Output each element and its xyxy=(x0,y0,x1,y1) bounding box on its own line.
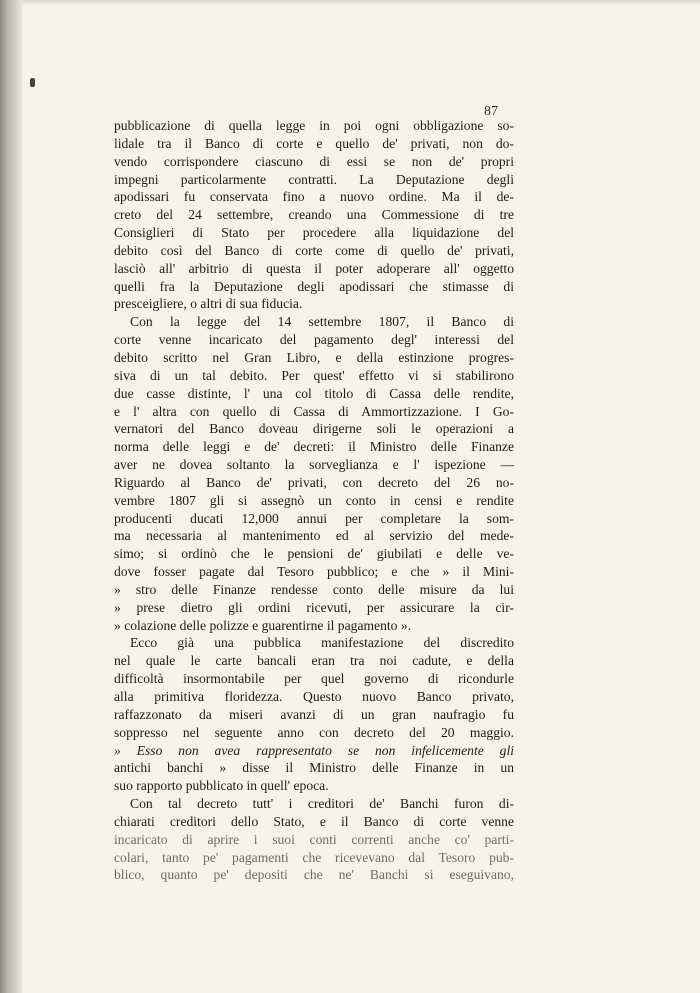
text-line: blico, quanto pe' depositi che ne' Banchi si eseguivano, xyxy=(114,867,514,883)
text-line: presceigliere, o altri di sua fiducia. xyxy=(114,296,303,312)
page-number: 87 xyxy=(484,104,498,119)
text-line: Con la legge del 14 settembre 1807, il Banco di xyxy=(130,314,514,330)
text-line: difficoltà insormontabile per quel governo di ricondurle xyxy=(114,671,514,687)
text-line: simo; si ordinò che le pensioni de' giubilati e delle ve- xyxy=(114,546,514,562)
text-line: vembre 1807 gli si assegnò un conto in censi e rendite xyxy=(114,492,514,508)
text-line: » stro delle Finanze rendesse conto delle misure da lui xyxy=(114,581,514,597)
text-line: colari, tanto pe' pagamenti che ricevevano dal Tesoro pub- xyxy=(114,849,514,865)
text-line: ma necessaria al mantenimento ed al servizio del mede- xyxy=(114,528,514,544)
text-line: e l' altra con quello di Cassa di Ammortizzazione. I Go- xyxy=(114,403,514,419)
text-line: incaricato di aprire i suoi conti correnti anche co' parti- xyxy=(114,831,514,847)
margin-mark xyxy=(30,78,35,87)
text-line: dove fosser pagate dal Tesoro pubblico; e che » il Mini- xyxy=(114,564,514,580)
text-line: Riguardo al Banco de' privati, con decreto del 26 no- xyxy=(114,474,514,490)
text-line: siva di un tal debito. Per quest' effetto vi si stabilirono xyxy=(114,367,514,383)
text-line: suo rapporto pubblicato in quell' epoca. xyxy=(114,778,329,794)
text-line: debito così del Banco di corte come di quello de' privati, xyxy=(114,242,514,258)
body-text xyxy=(114,117,514,884)
text-line: aver ne dovea soltanto la sorveglianza e l' ispezione — xyxy=(114,457,514,473)
text-line: debito scritto nel Gran Libro, e della estinzione progres- xyxy=(114,349,514,365)
text-line: impegni particolarmente contratti. La Deputazione degli xyxy=(114,171,514,187)
text-line: » Esso non avea rappresentato se non infelicemente gli xyxy=(114,742,514,758)
text-line: Con tal decreto tutt' i creditori de' Banchi furon di- xyxy=(130,796,514,812)
text-line: Ecco già una pubblica manifestazione del discredito xyxy=(130,635,514,651)
text-line: creto del 24 settembre, creando una Commessione di tre xyxy=(114,207,514,223)
text-line: » colazione delle polizze e guarentirne il pagamento ». xyxy=(114,617,412,633)
text-line: producenti ducati 12,000 annui per completare la som- xyxy=(114,510,514,526)
text-line: pubblicazione di quella legge in poi ogni obbligazione so- xyxy=(114,118,514,133)
text-line: corte venne incaricato del pagamento degl' interessi del xyxy=(114,332,514,348)
text-line: lasciò all' arbitrio di questa il poter adoperare all' oggetto xyxy=(114,260,514,276)
text-line: vendo corrispondere ciascuno di essi se non de' propri xyxy=(114,153,514,169)
text-line: lidale tra il Banco di corte e quello de' privati, non do- xyxy=(114,135,514,151)
text-line: antichi banchi » disse il Ministro delle Finanze in un xyxy=(114,760,514,776)
text-line: soppresso nel seguente anno con decreto del 20 maggio. xyxy=(114,724,514,740)
text-line: due casse distinte, l' una col titolo di Cassa delle rendite, xyxy=(114,385,514,401)
page-binding-edge xyxy=(0,0,22,993)
text-line: vernatori del Banco doveau dirigerne soli le operazioni a xyxy=(114,421,514,437)
text-line: chiarati creditori dello Stato, e il Banco di corte venne xyxy=(114,813,514,829)
text-line: raffazzonato da miseri avanzi di un gran naufragio fu xyxy=(114,706,514,722)
text-line: norma delle leggi e de' decreti: il Ministro delle Finanze xyxy=(114,439,514,455)
text-line: » prese dietro gli ordini ricevuti, per assicurare la cir- xyxy=(114,599,514,615)
text-line: alla primitiva floridezza. Questo nuovo Banco privato, xyxy=(114,689,514,704)
text-line: nel quale le carte bancali eran tra noi cadute, e della xyxy=(114,653,514,669)
text-line: apodissari fu conservata fino a nuovo ordine. Ma il de- xyxy=(114,189,514,205)
text-line: Consiglieri di Stato per procedere alla liquidazione del xyxy=(114,225,514,241)
text-line: quelli fra la Deputazione degli apodissari che stimasse di xyxy=(114,278,514,294)
page-top-shadow xyxy=(22,0,700,6)
